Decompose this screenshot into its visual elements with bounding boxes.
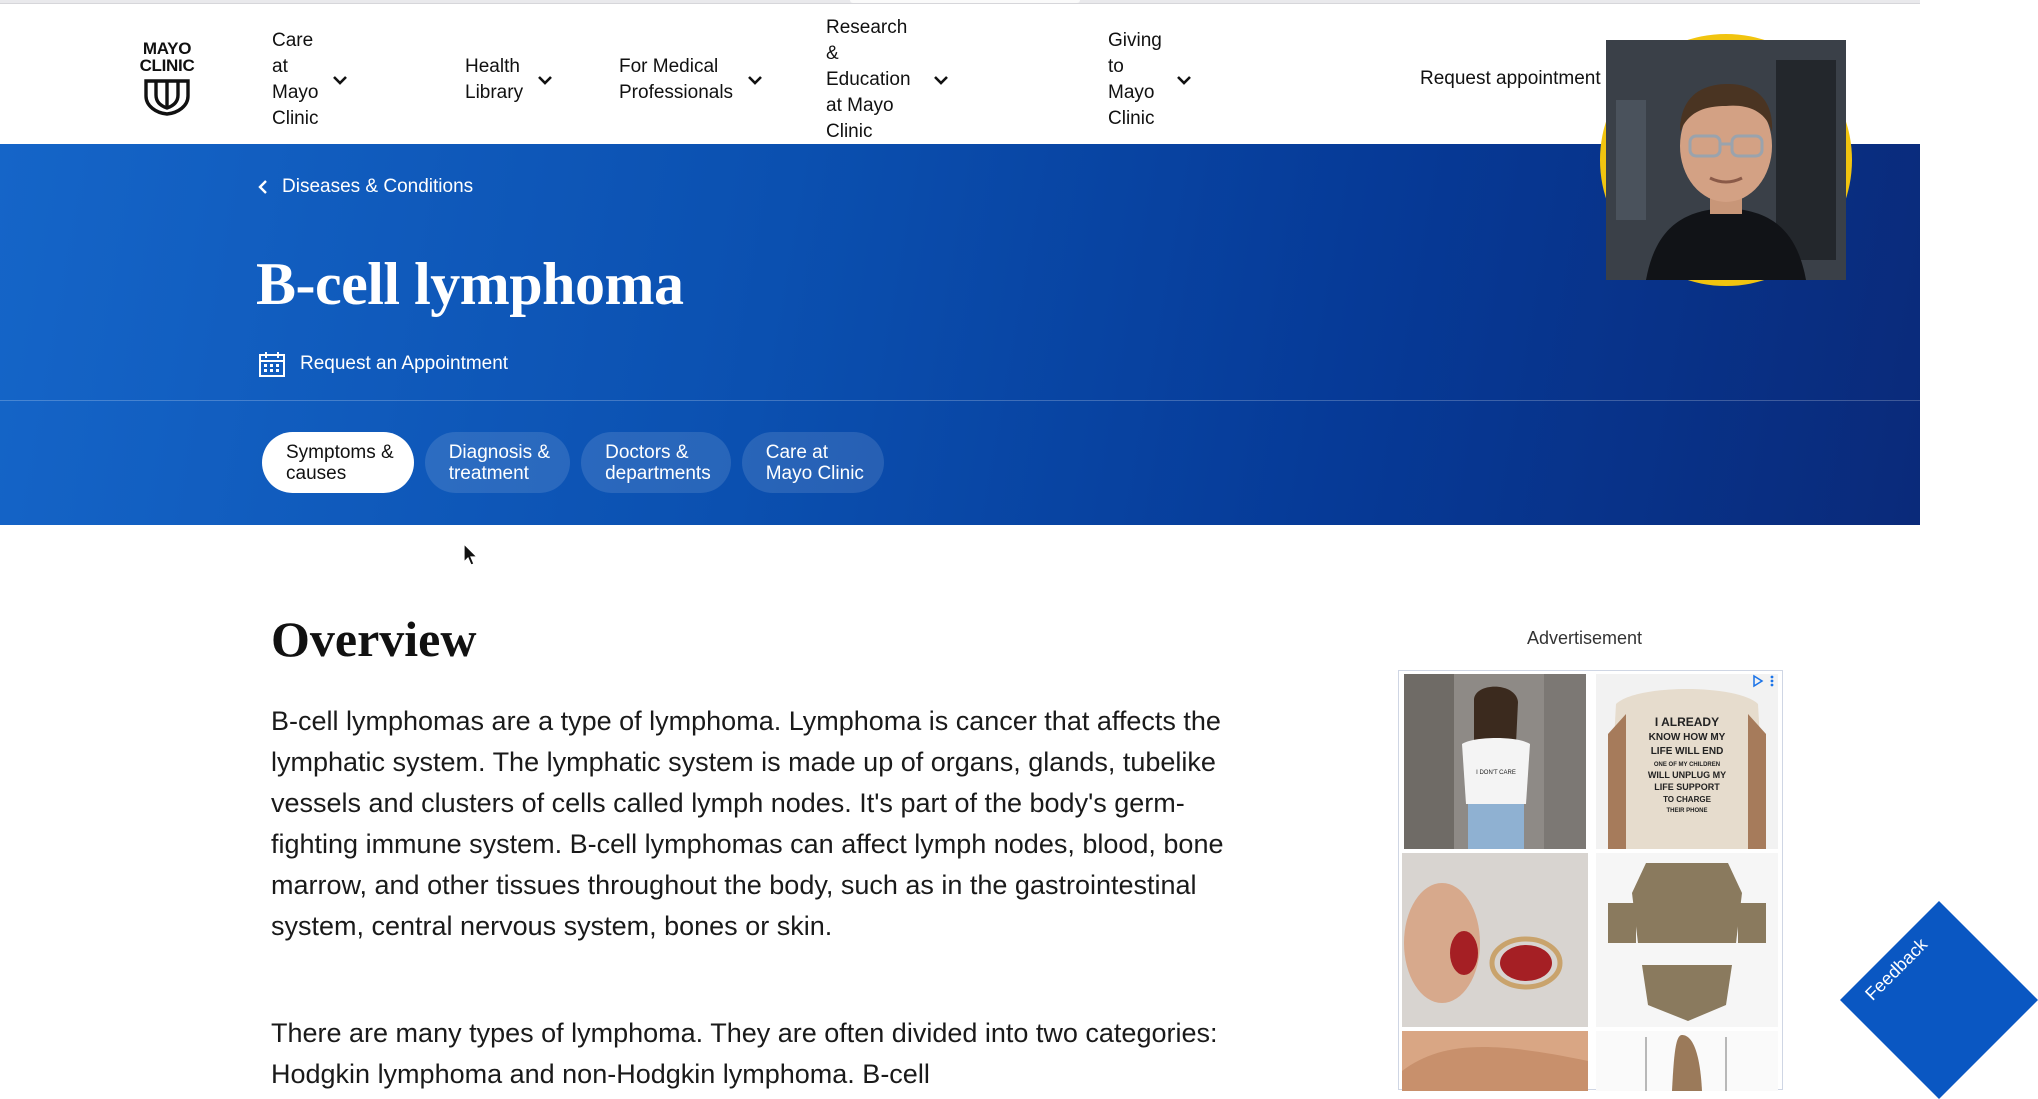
chevron-left-icon — [258, 179, 268, 195]
shirt-text-line-1: I ALREADY — [1654, 715, 1720, 729]
shirt-text-line-8: THEIR PHONE — [1666, 808, 1708, 814]
request-an-appointment-link[interactable] — [258, 350, 508, 378]
nav-label: Giving to Mayo Clinic — [1108, 30, 1162, 129]
tab-symptoms-causes[interactable]: Symptoms & causes — [262, 432, 414, 493]
shirt-text-line-4: ONE OF MY CHILDREN — [1653, 762, 1721, 768]
shirt-text-line-5: WILL UNPLUG MY — [1647, 770, 1727, 780]
chevron-down-icon — [332, 75, 348, 85]
tab-care-at-mayo-clinic[interactable]: Care at Mayo Clinic — [742, 432, 884, 493]
shirt-text-line-7: TO CHARGE — [1663, 795, 1711, 804]
ad-tile-woman-tshirt[interactable] — [1404, 674, 1586, 849]
overview-paragraph-2: There are many types of lymphoma. They are often divided into two categories: Hodgkin lymphoma and non-Hodgkin lymphoma. B-cell — [271, 1018, 1218, 1089]
tab-diagnosis-treatment[interactable]: Diagnosis & treatment — [425, 432, 570, 493]
feedback-label: Feedback — [1861, 934, 1932, 1005]
chevron-down-icon — [747, 75, 763, 85]
webcam-overlay — [1600, 34, 1852, 286]
ad-tile-armor-vest[interactable] — [1596, 853, 1778, 1027]
ad-tile-product[interactable] — [1596, 1031, 1778, 1091]
ad-choices-icon[interactable] — [1752, 675, 1764, 687]
shirt-text-line-3: LIFE WILL END — [1650, 746, 1724, 757]
ad-choices[interactable] — [1752, 675, 1774, 687]
request-appointment-link[interactable]: Request appointment — [1420, 68, 1601, 89]
mouse-cursor-icon — [463, 543, 479, 567]
chevron-down-icon — [537, 75, 553, 85]
advertisement-label: Advertisement — [1527, 628, 1643, 648]
shield-icon — [142, 78, 192, 116]
ad-tee-text: I DON'T CARE — [1476, 770, 1516, 776]
nav-care-at-mayo-clinic[interactable] — [272, 30, 348, 129]
feedback-tab[interactable] — [1840, 901, 2038, 1099]
logo-wordmark-line2: CLINIC — [139, 56, 195, 75]
shirt-text-line-2: KNOW HOW MY — [1648, 732, 1726, 743]
overview-heading: Overview — [271, 611, 477, 667]
overview-paragraph-1: B-cell lymphomas are a type of lymphoma. Lymphoma is cancer that affects the lymphatic system. The lymphatic system is made up of organs, glands, tubelike vessels and clusters of cells called lymph nodes. It's part of the body's germ-fighting immune system. B-cell lymphomas can affect lymph nodes, blood, bone marrow, and other tissues throughout the body, such as in the gastrointestinal system, central nervous system, bones or skin. — [271, 706, 1224, 941]
shirt-text-line-6: LIFE SUPPORT — [1654, 782, 1720, 792]
breadcrumb-label: Diseases & Conditions — [282, 176, 474, 197]
page-title: B-cell lymphoma — [256, 251, 684, 317]
more-vertical-icon[interactable] — [1770, 675, 1774, 687]
appointment-link-label: Request an Appointment — [300, 353, 509, 374]
ad-tile-skin[interactable] — [1402, 1031, 1588, 1091]
chevron-down-icon — [933, 75, 949, 85]
nav-research-education[interactable] — [826, 17, 949, 142]
nav-for-medical-professionals[interactable] — [619, 54, 763, 106]
chevron-down-icon — [1176, 75, 1192, 85]
nav-giving-to-mayo-clinic[interactable] — [1108, 30, 1192, 129]
nav-label: For Medical Professionals — [619, 56, 734, 103]
ad-tile-funny-shirt[interactable] — [1596, 674, 1778, 849]
nav-label: Health Library — [465, 56, 524, 103]
advertisement-box[interactable] — [1398, 670, 1783, 1090]
logo-wordmark-line1: MAYO — [142, 39, 192, 58]
mayo-clinic-logo[interactable] — [136, 40, 198, 116]
nav-label: Research & Education at Mayo Clinic — [826, 17, 911, 142]
browser-tab-edge — [850, 0, 1080, 3]
breadcrumb[interactable] — [258, 176, 473, 198]
nav-health-library[interactable] — [465, 54, 553, 106]
calendar-icon — [258, 350, 286, 378]
presenter-silhouette — [1606, 40, 1846, 280]
tab-doctors-departments[interactable]: Doctors & departments — [581, 432, 731, 493]
ad-tile-ruby-ring[interactable] — [1402, 853, 1588, 1027]
section-tabs — [262, 432, 884, 493]
hero-divider — [0, 400, 1920, 401]
presenter-video — [1606, 40, 1846, 280]
nav-label: Care at Mayo Clinic — [272, 30, 319, 129]
